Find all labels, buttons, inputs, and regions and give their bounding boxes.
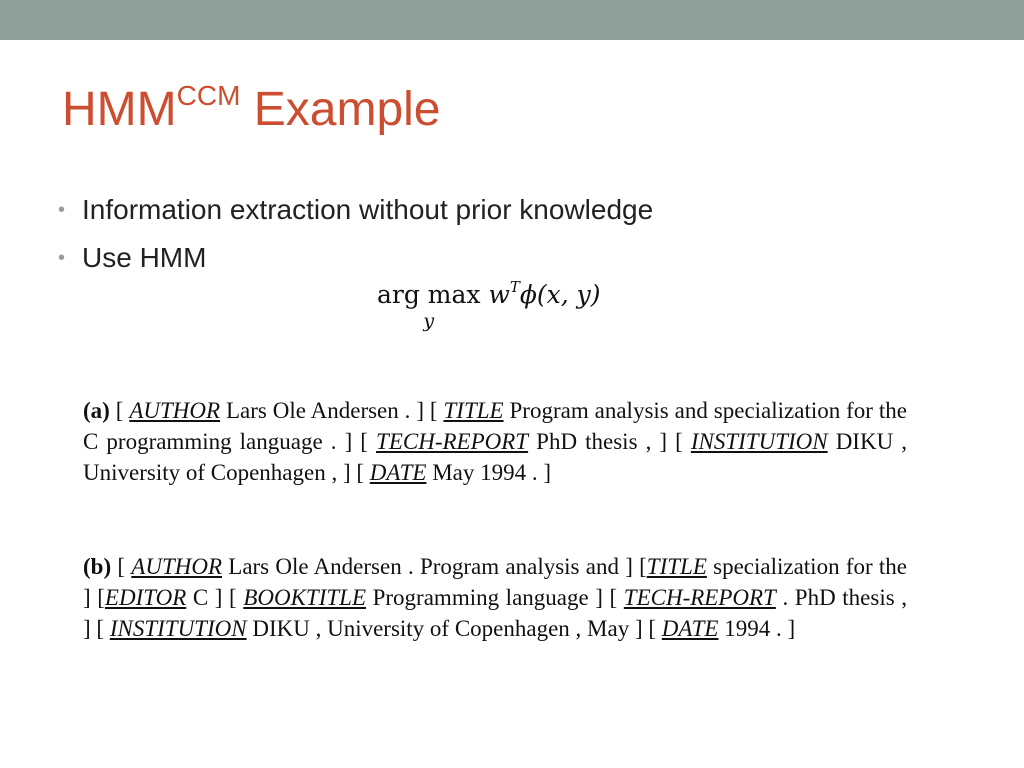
weight-vector: w bbox=[488, 280, 510, 309]
example-b-label: (b) bbox=[83, 554, 112, 579]
feature-function: ϕ(x, y) bbox=[519, 280, 601, 309]
title-rest: Example bbox=[240, 83, 441, 136]
field-tag: TECH-REPORT bbox=[376, 429, 529, 454]
segment-text: C ] [ bbox=[186, 585, 244, 610]
segment-text: Program analysis and specialization for the C programming language . ] [ bbox=[83, 398, 907, 454]
example-a-label: (a) bbox=[83, 398, 110, 423]
field-tag: DATE bbox=[369, 460, 427, 485]
segment-text: . PhD thesis , ] [ bbox=[83, 585, 908, 641]
segment-text: specialization for the ] [ bbox=[83, 554, 907, 610]
bullet-dot-icon: • bbox=[58, 247, 66, 269]
bullet-item bbox=[58, 234, 653, 282]
segment-text: 1994 . ] bbox=[718, 616, 796, 641]
slide-title bbox=[62, 80, 441, 136]
field-tag: INSTITUTION bbox=[690, 429, 828, 454]
example-b-paragraph bbox=[83, 551, 907, 644]
segment-prefix: [ bbox=[111, 554, 132, 579]
segment-prefix: [ bbox=[109, 398, 130, 423]
field-tag: AUTHOR bbox=[129, 398, 221, 423]
segment-text: DIKU , University of Copenhagen , May ] [ bbox=[246, 616, 662, 641]
argmax-subscript: y bbox=[423, 310, 435, 332]
segment-text: May 1994 . ] bbox=[426, 460, 552, 485]
argmax-formula bbox=[377, 278, 601, 332]
bullet-dot-icon: • bbox=[58, 199, 66, 221]
segment-text: PhD thesis , ] [ bbox=[528, 429, 691, 454]
field-tag: TITLE bbox=[646, 554, 707, 579]
bullet-text: Use HMM bbox=[82, 242, 207, 273]
argmax-operator bbox=[377, 280, 481, 332]
bullet-list bbox=[58, 186, 653, 282]
field-tag: AUTHOR bbox=[131, 554, 223, 579]
segment-text: Programming language ] [ bbox=[366, 585, 624, 610]
field-tag: TECH-REPORT bbox=[623, 585, 776, 610]
field-tag: EDITOR bbox=[104, 585, 187, 610]
segment-text: Lars Ole Andersen . Program analysis and ] [ bbox=[222, 554, 647, 579]
field-tag: BOOKTITLE bbox=[243, 585, 367, 610]
bullet-item bbox=[58, 186, 653, 234]
segment-text: DIKU , University of Copenhagen , ] [ bbox=[83, 429, 907, 485]
transpose-superscript: T bbox=[509, 278, 520, 296]
top-accent-bar bbox=[0, 0, 1024, 40]
field-tag: INSTITUTION bbox=[109, 616, 247, 641]
bullet-text: Information extraction without prior knowledge bbox=[82, 194, 654, 225]
argmax-label: arg max bbox=[377, 280, 481, 309]
field-tag: TITLE bbox=[443, 398, 504, 423]
field-tag: DATE bbox=[661, 616, 719, 641]
title-main: HMM bbox=[62, 83, 177, 136]
title-superscript: CCM bbox=[176, 80, 241, 111]
segment-text: Lars Ole Andersen . ] [ bbox=[220, 398, 444, 423]
example-a-paragraph bbox=[83, 395, 907, 488]
